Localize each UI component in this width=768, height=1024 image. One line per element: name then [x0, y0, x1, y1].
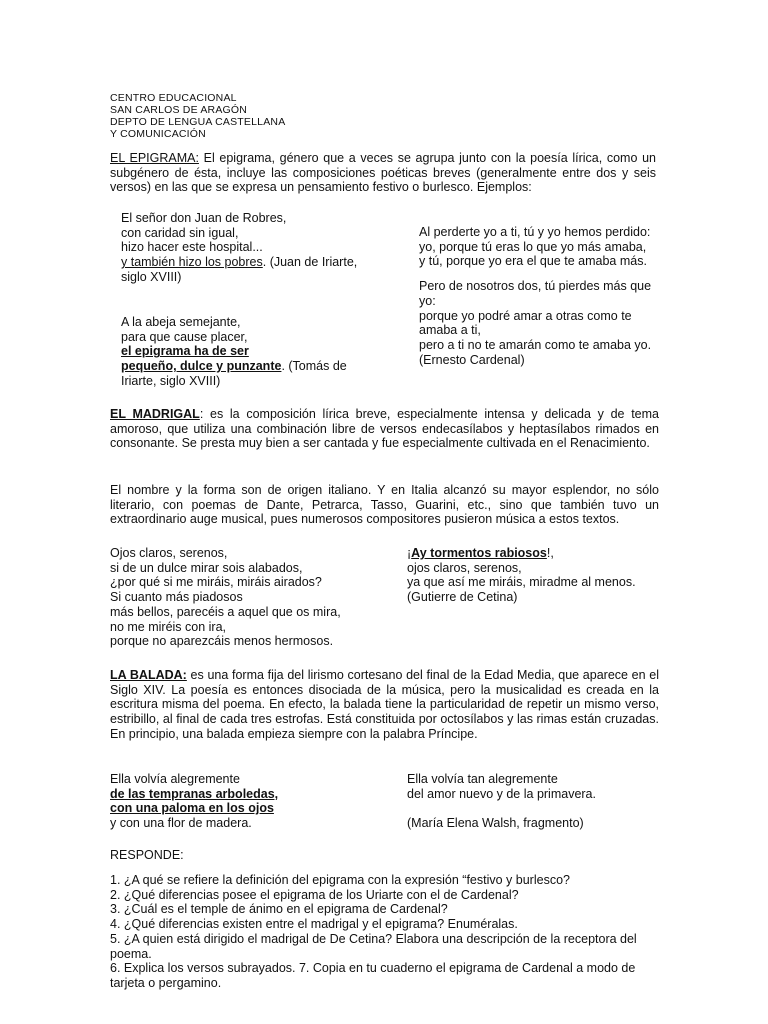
madrigal-text: : es la composición lírica breve, especialmente intensa y delicada y de tema amoroso, que utiliza una combinación libre de versos endecasílabos y heptasílabos rimados en consonante. Se presta muy bien a ser cantada y fue especialmente cultivada en el Renacimiento. [110, 407, 659, 451]
epigrama-poem-abeja [121, 315, 361, 389]
poem-line: El señor don Juan de Robres, [121, 211, 287, 225]
balada-poem-left [110, 772, 380, 831]
poem-attribution: (Gutierre de Cetina) [407, 590, 518, 605]
poem-attribution: . (Juan de Iriarte, siglo XVIII) [121, 255, 358, 284]
bold-verse: con una paloma en los ojos [110, 801, 274, 816]
poem-line: del amor nuevo y de la primavera. [407, 786, 596, 801]
epigrama-title: EL EPIGRAMA: [110, 151, 199, 165]
madrigal-paragraph [110, 407, 659, 451]
bold-verse: Ay tormentos rabiosos [411, 546, 547, 560]
bold-verse: de las tempranas arboledas, [110, 786, 279, 801]
poem-line: yo, porque tú eras lo que yo más amaba, [419, 239, 647, 254]
poem-line: y tú, porque yo era el que te amaba más. [419, 254, 647, 269]
underlined-verse: y también hizo los pobres [121, 255, 263, 270]
madrigal-title: EL MADRIGAL [110, 407, 200, 421]
question-list [110, 873, 659, 991]
poem-line: para que cause placer, [121, 329, 248, 344]
poem-line: Ojos claros, serenos, [110, 546, 228, 560]
bold-verse: el epigrama ha de ser [121, 344, 249, 359]
poem-attribution: . (Tomás de Iriarte, siglo XVIII) [121, 359, 347, 388]
header-line: SAN CARLOS DE ARAGÓN [110, 104, 248, 116]
epigrama-text: El epigrama, género que a veces se agrupa junto con la poesía lírica, como un subgénero de ésta, incluye las composiciones poéticas breves (generalmente entre dos y seis versos) en las que se expresa un pensamiento festivo o burlesco. Ejemplos: [110, 151, 656, 195]
poem-line: A la abeja semejante, [121, 315, 241, 329]
poem-line: más bellos, parecéis a aquel que os mira, [110, 604, 341, 619]
exclamation-close: !, [546, 546, 554, 560]
header-line: Y COMUNICACIÓN [110, 128, 206, 140]
poem-line: ya que así me miráis, miradme al menos. [407, 575, 636, 590]
question-item: 6. Explica los versos subrayados. 7. Copia en tu cuaderno el epigrama de Cardenal a modo de tarjeta o pergamino. [110, 961, 636, 990]
poem-attribution: (María Elena Walsh, fragmento) [407, 816, 584, 831]
poem-line: ¿por qué si me miráis, miráis airados? [110, 575, 322, 590]
poem-line: ojos claros, serenos, [407, 560, 522, 575]
madrigal-text-2: El nombre y la forma son de origen italiano. Y en Italia alcanzó su mayor esplendor, no sólo literario, con poemas de Dante, Petrarca, Tasso, Guarini, etc., sino que también tuvo un extraordinario auge musical, pues numerosos compositores pusieron música a estos textos. [110, 483, 659, 527]
header-line: CENTRO EDUCACIONAL [110, 92, 237, 104]
poem-line: Al perderte yo a ti, tú y yo hemos perdido: [419, 225, 651, 239]
epigrama-poem-robres [121, 211, 361, 285]
madrigal-poem-right [407, 546, 667, 605]
exclamation-open: ¡ [407, 546, 412, 560]
poem-line: no me miréis con ira, [110, 619, 227, 634]
epigrama-paragraph [110, 151, 656, 195]
madrigal-paragraph-2 [110, 483, 659, 527]
poem-line: porque no aparezcáis menos hermosos. [110, 634, 334, 649]
question-item: 4. ¿Qué diferencias existen entre el madrigal y el epigrama? Enuméralas. [110, 917, 518, 932]
header-line: DEPTO DE LENGUA CASTELLANA [110, 116, 286, 128]
question-item: 3. ¿Cuál es el temple de ánimo en el epigrama de Cardenal? [110, 902, 448, 917]
responde-title: RESPONDE: [110, 848, 184, 862]
school-header [110, 92, 285, 140]
epigrama-poem-cardenal [419, 225, 669, 367]
bold-verse: pequeño, dulce y punzante [121, 359, 282, 374]
balada-title: LA BALADA: [110, 668, 187, 682]
poem-stanza: Pero de nosotros dos, tú pierdes más que yo: porque yo podré amar a otras como te amaba a ti, pero a ti no te amarán como te amaba yo. (Ernesto Cardenal) [419, 279, 652, 367]
poem-line: con caridad sin igual, [121, 225, 239, 240]
poem-line: hizo hacer este hospital... [121, 240, 263, 255]
poem-line: y con una flor de madera. [110, 816, 252, 831]
question-item: 1. ¿A qué se refiere la definición del epigrama con la expresión “festivo y burlesco? [110, 873, 570, 887]
poem-line: Si cuanto más piadosos [110, 590, 243, 605]
poem-line: Ella volvía alegremente [110, 772, 240, 786]
balada-poem-right [407, 772, 667, 831]
poem-line: Ella volvía tan alegremente [407, 772, 558, 786]
question-item: 5. ¿A quien está dirigido el madrigal de De Cetina? Elabora una descripción de la receptora del poema. [110, 931, 637, 961]
madrigal-poem-left [110, 546, 380, 649]
balada-text: es una forma fija del lirismo cortesano del final de la Edad Media, que aparece en el Siglo XIV. La poesía es entonces disociada de la música, pero la musicalidad es creada en la escritura misma del poema. En efecto, la balada tiene la particularidad de repetir un mismo verso, estribillo, al final de cada tres estrofas. Está constituida por octosílabos y las rimas están cruzadas. En principio, una balada empieza siempre con la palabra Príncipe. [110, 668, 659, 741]
poem-line: si de un dulce mirar sois alabados, [110, 560, 303, 575]
question-item: 2. ¿Qué diferencias posee el epigrama de los Uriarte con el de Cardenal? [110, 887, 519, 902]
balada-paragraph [110, 668, 659, 742]
